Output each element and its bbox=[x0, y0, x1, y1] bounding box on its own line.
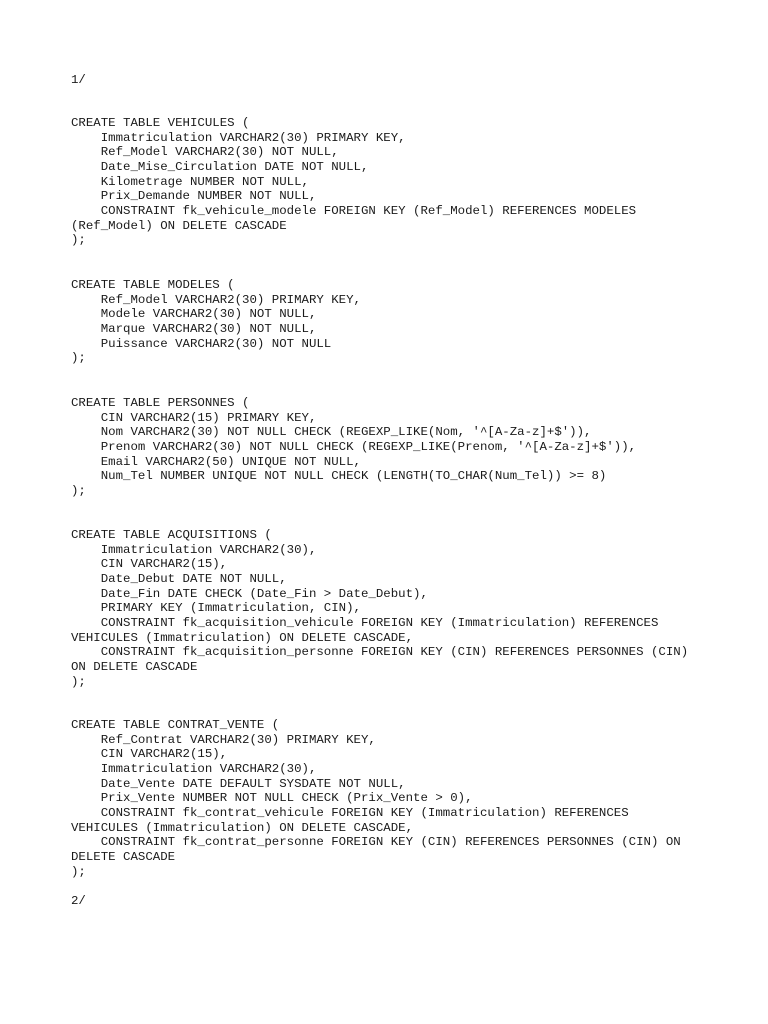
sql-create-table-vehicules: CREATE TABLE VEHICULES ( Immatriculation VARCHAR2(30) PRIMARY KEY, Ref_Model VARCHAR2(30) NOT NULL, Date_Mise_Circulation DATE NOT NULL, Kilometrage NUMBER NOT NULL, Prix_Demande NUMBER NOT NULL, CONSTRAINT fk_vehicule_modele FOREIGN KEY (Ref_Model) REFERENCES MODELES (Ref_Model) ON DELETE CASCADE ); bbox=[71, 116, 637, 248]
sql-create-table-personnes: CREATE TABLE PERSONNES ( CIN VARCHAR2(15) PRIMARY KEY, Nom VARCHAR2(30) NOT NULL CHECK (REGEXP_LIKE(Nom, '^[A-Za-z]+$')), Prenom VARCHAR2(30) NOT NULL CHECK (REGEXP_LIKE(Prenom, '^[A-Za-z]+$')), Email VARCHAR2(50) UNIQUE NOT NULL, Num_Tel NUMBER UNIQUE NOT NULL CHECK (LENGTH(TO_CHAR(Num_Tel)) >= 8) ); bbox=[71, 396, 637, 498]
sql-create-table-modeles: CREATE TABLE MODELES ( Ref_Model VARCHAR2(30) PRIMARY KEY, Modele VARCHAR2(30) NOT NULL, Marque VARCHAR2(30) NOT NULL, Puissance VARCHAR2(30) NOT NULL ); bbox=[71, 278, 361, 366]
sql-create-table-acquisitions: CREATE TABLE ACQUISITIONS ( Immatriculation VARCHAR2(30), CIN VARCHAR2(15), Date_Debut DATE NOT NULL, Date_Fin DATE CHECK (Date_Fin > Date_Debut), PRIMARY KEY (Immatriculation, CIN), CONSTRAINT fk_acquisition_vehicule FOREIGN KEY (Immatriculation) REFERENCES VEHICULES (Immatriculation) ON DELETE CASCADE, CONSTRAINT fk_acquisition_personne FOREIGN KEY (CIN) REFERENCES PERSONNES (CIN) ON DELETE CASCADE ); bbox=[71, 528, 689, 689]
section-marker-1: 1/ bbox=[71, 73, 86, 87]
sql-create-table-contrat-vente: CREATE TABLE CONTRAT_VENTE ( Ref_Contrat VARCHAR2(30) PRIMARY KEY, CIN VARCHAR2(15), Immatriculation VARCHAR2(30), Date_Vente DATE DEFAULT SYSDATE NOT NULL, Prix_Vente NUMBER NOT NULL CHECK (Prix_Vente > 0), CONSTRAINT fk_contrat_vehicule FOREIGN KEY (Immatriculation) REFERENCES VEHICULES (Immatriculation) ON DELETE CASCADE, CONSTRAINT fk_contrat_personne FOREIGN KEY (CIN) REFERENCES PERSONNES (CIN) ON DELETE CASCADE ); bbox=[71, 718, 681, 879]
section-marker-2: 2/ bbox=[71, 894, 86, 908]
